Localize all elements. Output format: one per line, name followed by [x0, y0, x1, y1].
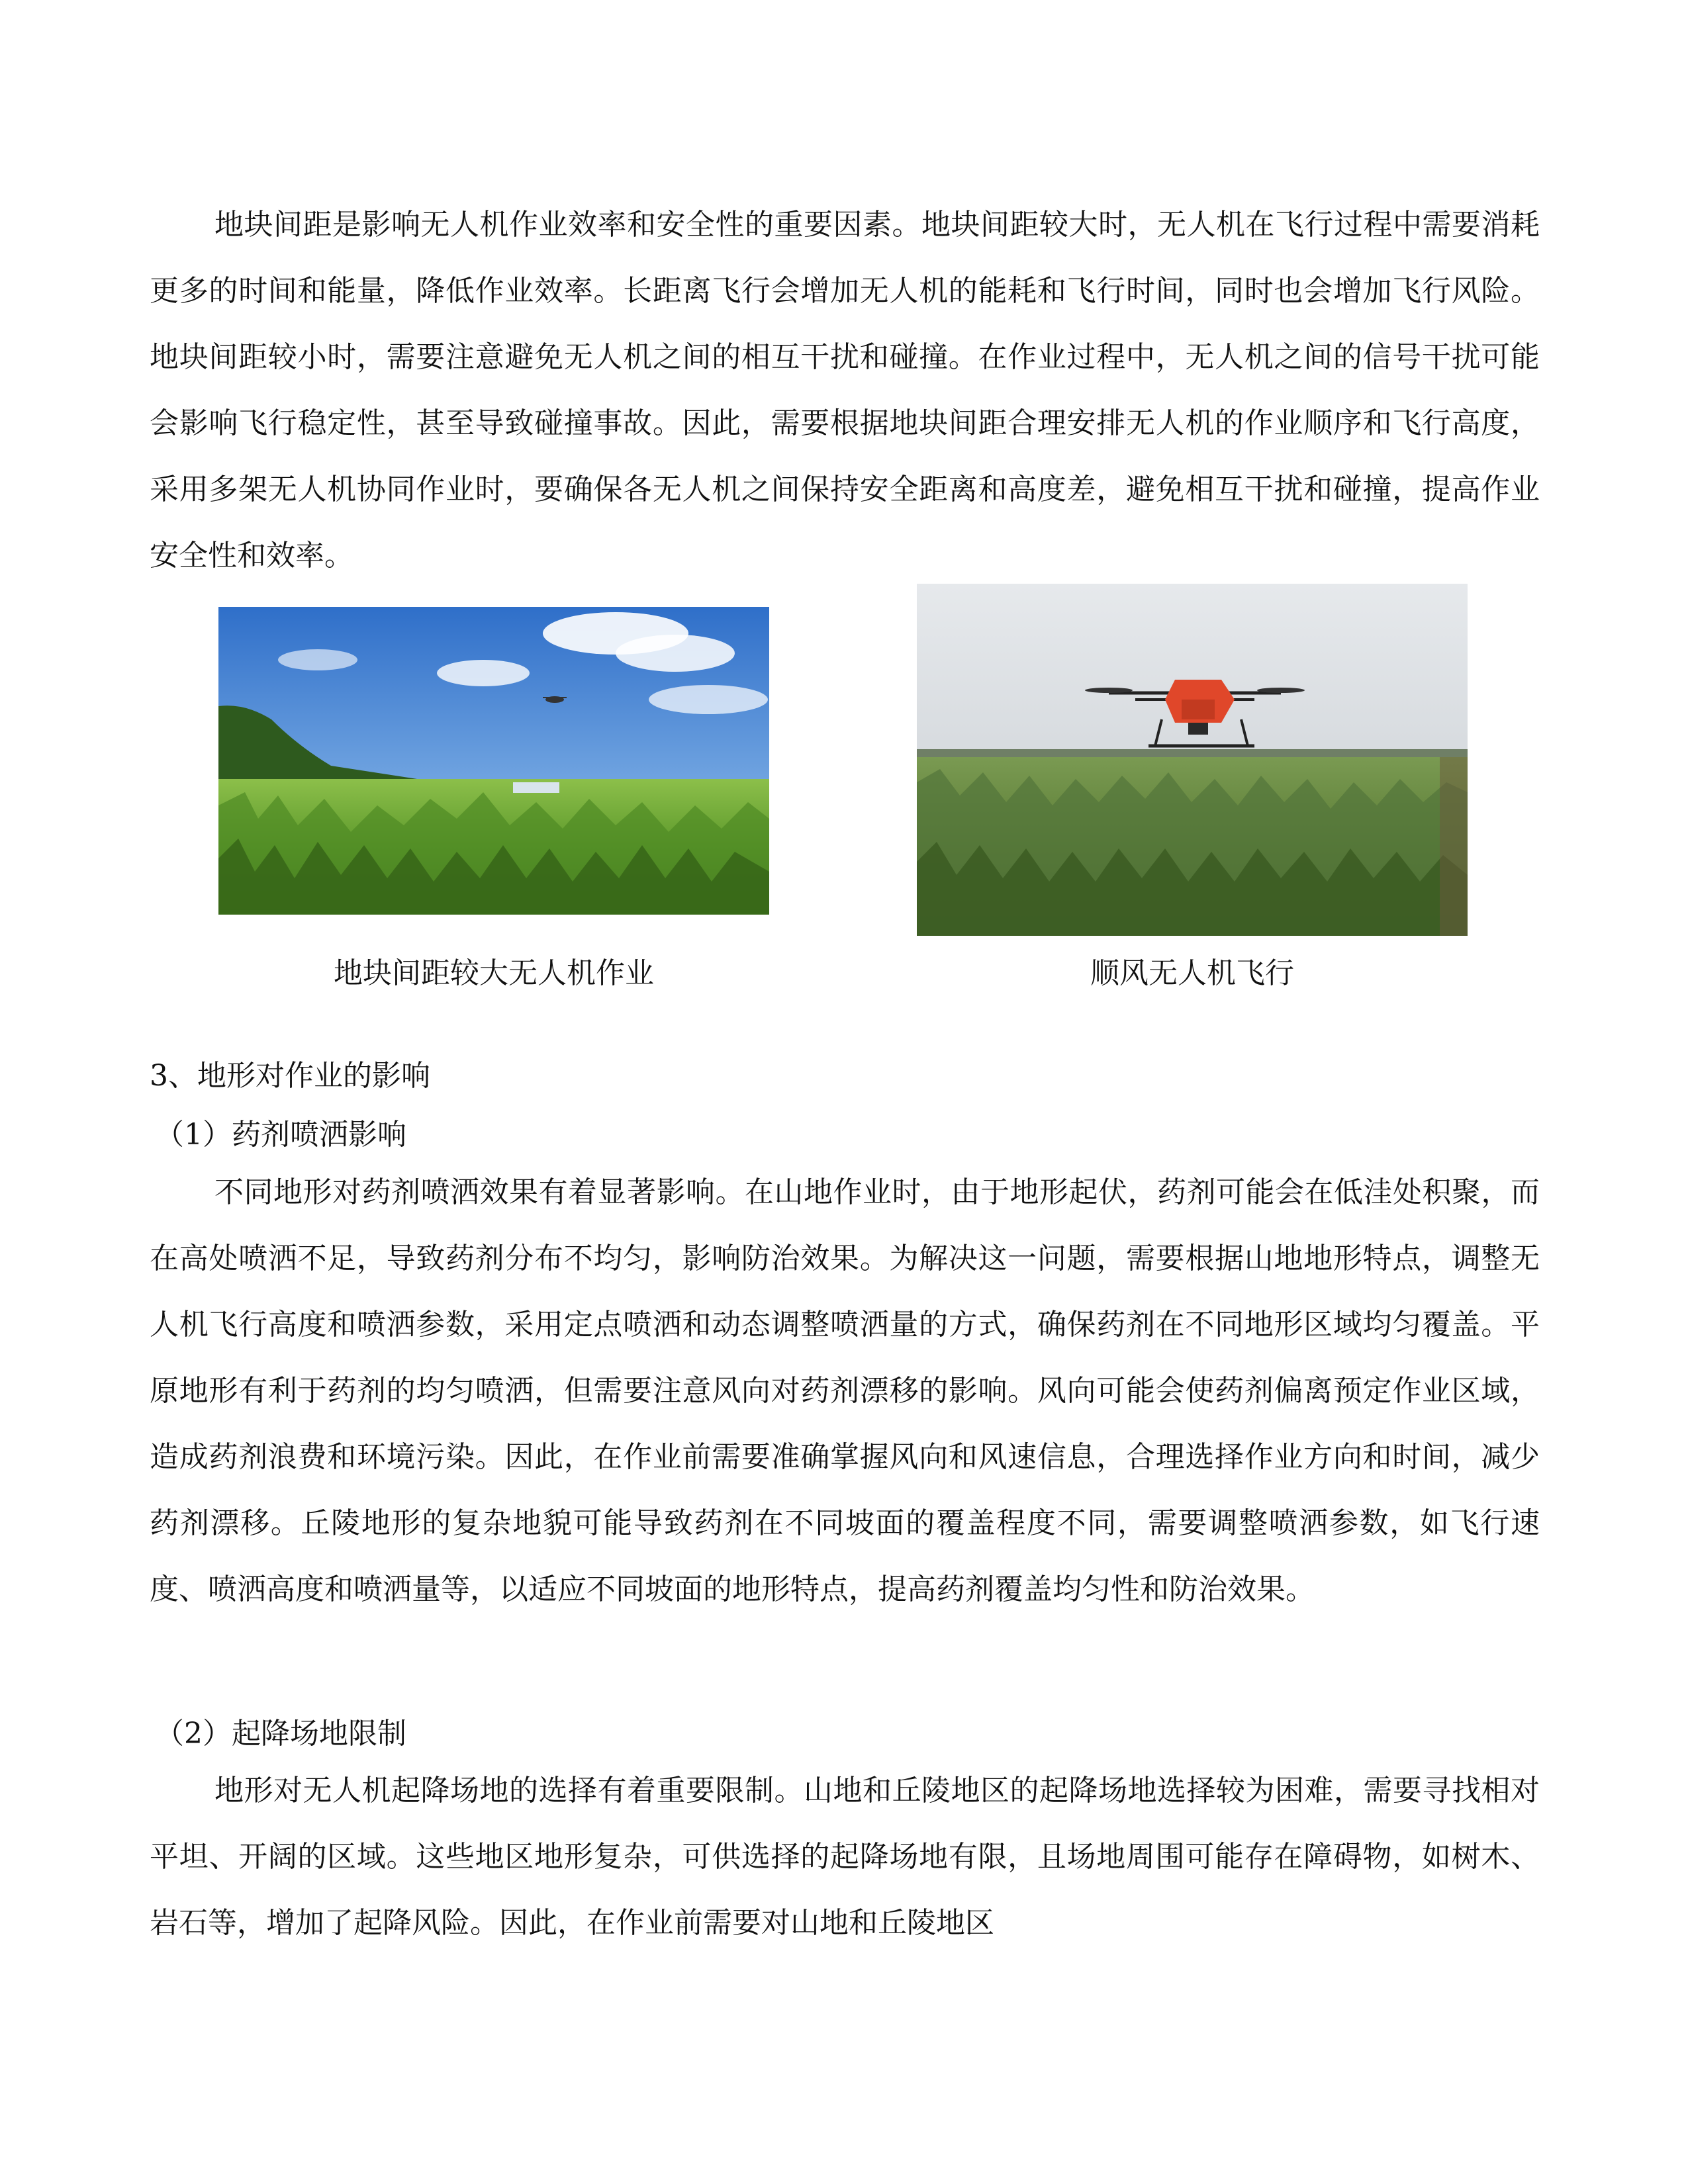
subheading-spraying: （1）药剂喷洒影响: [155, 1118, 406, 1152]
subheading-landing-site: （2）起降场地限制: [155, 1717, 406, 1751]
photo-wide-spacing-drone-image: [218, 607, 769, 915]
photo-wide-spacing-drone: [218, 607, 769, 915]
paragraph-plot-spacing: 地块间距是影响无人机作业效率和安全性的重要因素。地块间距较大时，无人机在飞行过程中需要消耗更多的时间和能量，降低作业效率。长距离飞行会增加无人机的能耗和飞行时间，同时也会增加飞行风险。地块间距较小时，需要注意避免无人机之间的相互干扰和碰撞。在作业过程中，无人机之间的信号干扰可能会影响飞行稳定性，甚至导致碰撞事故。因此，需要根据地块间距合理安排无人机的作业顺序和飞行高度，采用多架无人机协同作业时，要确保各无人机之间保持安全距离和高度差，避免相互干扰和碰撞，提高作业安全性和效率。: [150, 208, 1540, 572]
figure-caption-right: 顺风无人机飞行: [1090, 956, 1294, 990]
paragraph-spraying-effect: 不同地形对药剂喷洒效果有着显著影响。在山地作业时，由于地形起伏，药剂可能会在低洼处积聚，而在高处喷洒不足，导致药剂分布不均匀，影响防治效果。为解决这一问题，需要根据山地地形特点，调整无人机飞行高度和喷洒参数，采用定点喷洒和动态调整喷洒量的方式，确保药剂在不同地形区域均匀覆盖。平原地形有利于药剂的均匀喷洒，但需要注意风向对药剂漂移的影响。风向可能会使药剂偏离预定作业区域，造成药剂浪费和环境污染。因此，在作业前需要准确掌握风向和风速信息，合理选择作业方向和时间，减少药剂漂移。丘陵地形的复杂地貌可能导致药剂在不同坡面的覆盖程度不同，需要调整喷洒参数，如飞行速度、喷洒高度和喷洒量等，以适应不同坡面的地形特点，提高药剂覆盖均匀性和防治效果。: [150, 1175, 1540, 1606]
figure-caption-left: 地块间距较大无人机作业: [334, 956, 654, 990]
photo-downwind-drone: [917, 584, 1468, 936]
section-heading-terrain: 3、地形对作业的影响: [150, 1059, 430, 1093]
paragraph-landing-site: 地形对无人机起降场地的选择有着重要限制。山地和丘陵地区的起降场地选择较为困难，需要寻找相对平坦、开阔的区域。这些地区地形复杂，可供选择的起降场地有限，且场地周围可能存在障碍物，如树木、岩石等，增加了起降风险。因此，在作业前需要对山地和丘陵地区: [150, 1774, 1540, 1940]
photo-downwind-drone-image: [917, 584, 1468, 936]
